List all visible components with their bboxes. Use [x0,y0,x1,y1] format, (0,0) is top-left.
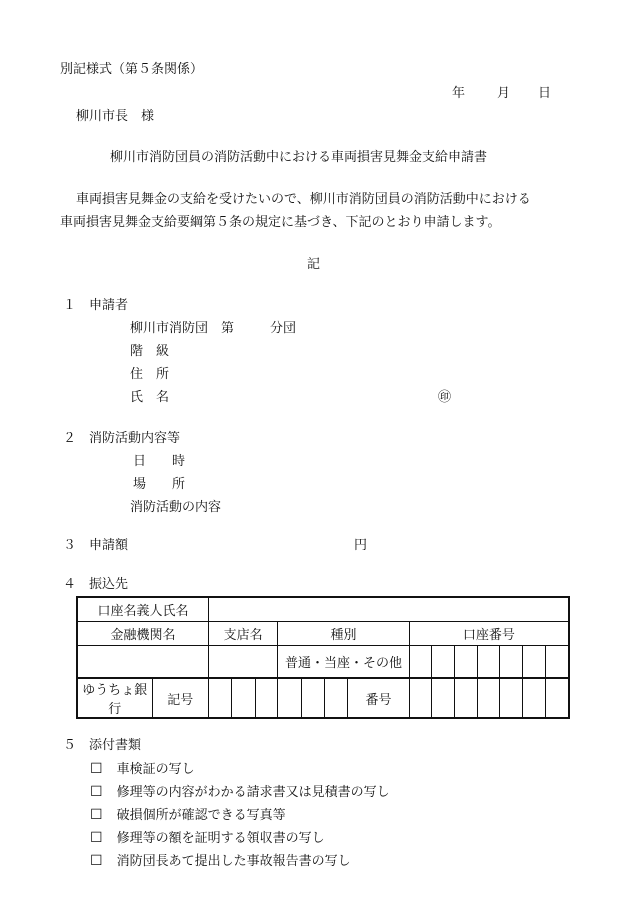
type-label-cell [278,621,409,645]
symbol-digit-box[interactable] [231,678,255,718]
number-digit-box[interactable] [455,678,478,718]
attachment-item [90,853,351,870]
attachment-label: 車検証の写し [116,762,195,777]
number-digit-box[interactable] [523,678,546,718]
date-day-label: 日 [538,86,552,101]
checkbox-icon[interactable]: ☐ [90,761,103,777]
number-label-cell [348,678,409,718]
account-digit-box[interactable] [409,645,432,678]
datetime-label: 日 時 [133,454,186,469]
checkbox-icon[interactable]: ☐ [90,853,103,869]
institution-label: 金融機関名 [110,627,176,643]
bank-transfer-table [76,596,570,719]
type-options-cell[interactable] [278,645,409,678]
section3-heading: ３ 申請額 [63,538,129,553]
rank-label: 階 級 [130,344,170,359]
symbol-digit-box[interactable] [208,678,231,718]
section1-heading: １ 申請者 [63,298,129,313]
branch-label-cell [208,621,277,645]
attachment-item [90,807,286,824]
brigade-suffix: 分団 [270,321,297,336]
seal-mark: ㊞ [438,390,452,405]
account-digit-box[interactable] [432,645,455,678]
account-holder-field[interactable] [208,597,569,621]
place-label: 場 所 [133,477,186,492]
addressee: 柳川市長 様 [76,109,155,124]
checkbox-icon[interactable]: ☐ [90,784,103,800]
type-label: 種別 [330,627,357,643]
section2-heading: ２ 消防活動内容等 [63,431,181,446]
institution-field[interactable] [77,645,208,678]
document-title: 柳川市消防団員の消防活動中における車両損害見舞金支給申請書 [110,150,488,165]
form-label: 別記様式（第５条関係） [60,62,204,77]
attachment-label: 修理等の内容がわかる請求書又は見積書の写し [116,785,390,800]
checkbox-icon[interactable]: ☐ [90,807,103,823]
date-month-label: 月 [497,86,511,101]
yucho-label: ゆうちょ銀行 [82,683,148,717]
number-digit-box[interactable] [500,678,523,718]
attachment-label: 消防団長あて提出した事故報告書の写し [116,854,351,869]
account-number-label-cell [409,621,569,645]
account-digit-box[interactable] [523,645,546,678]
section5-heading: ５ 添付書類 [63,738,142,753]
name-label: 氏 名 [130,390,170,405]
symbol-label-cell [152,678,208,718]
branch-label: 支店名 [223,627,263,643]
institution-label-cell [77,621,208,645]
symbol-digit-box[interactable] [278,678,302,718]
number-digit-box[interactable] [477,678,500,718]
attachment-item [90,761,195,778]
account-holder-label: 口座名義人氏名 [97,603,189,619]
symbol-digit-box[interactable] [255,678,278,718]
account-digit-box[interactable] [455,645,478,678]
symbol-digit-box[interactable] [324,678,348,718]
number-digit-box[interactable] [409,678,432,718]
account-digit-box[interactable] [500,645,523,678]
brigade-label: 柳川市消防団 第 [130,321,235,336]
number-digit-box[interactable] [432,678,455,718]
symbol-digit-box[interactable] [302,678,325,718]
account-digit-box[interactable] [477,645,500,678]
yucho-label-cell [77,678,152,718]
number-digit-box[interactable] [545,678,569,718]
type-options: 普通・当座・その他 [285,655,403,671]
section4-heading: ４ 振込先 [63,577,129,592]
attachment-label: 破損個所が確認できる写真等 [116,808,286,823]
yen-unit: 円 [354,538,368,553]
activity-content-label: 消防活動の内容 [130,500,222,515]
address-label: 住 所 [130,367,170,382]
account-digit-box[interactable] [545,645,569,678]
number-label: 番号 [365,692,392,708]
attachment-label: 修理等の額を証明する領収書の写し [116,831,325,846]
attachment-item [90,830,325,847]
branch-field[interactable] [208,645,277,678]
account-number-label: 口座番号 [462,627,515,643]
ki-heading: 記 [307,257,321,272]
intro-line-2: 車両損害見舞金支給要綱第５条の規定に基づき、下記のとおり申請します。 [60,215,501,230]
checkbox-icon[interactable]: ☐ [90,830,103,846]
account-holder-label-cell [77,597,208,621]
symbol-label: 記号 [167,692,194,708]
date-year-label: 年 [452,86,466,101]
attachment-item [90,784,390,801]
intro-line-1: 車両損害見舞金の支給を受けたいので、柳川市消防団員の消防活動中における [76,192,531,207]
